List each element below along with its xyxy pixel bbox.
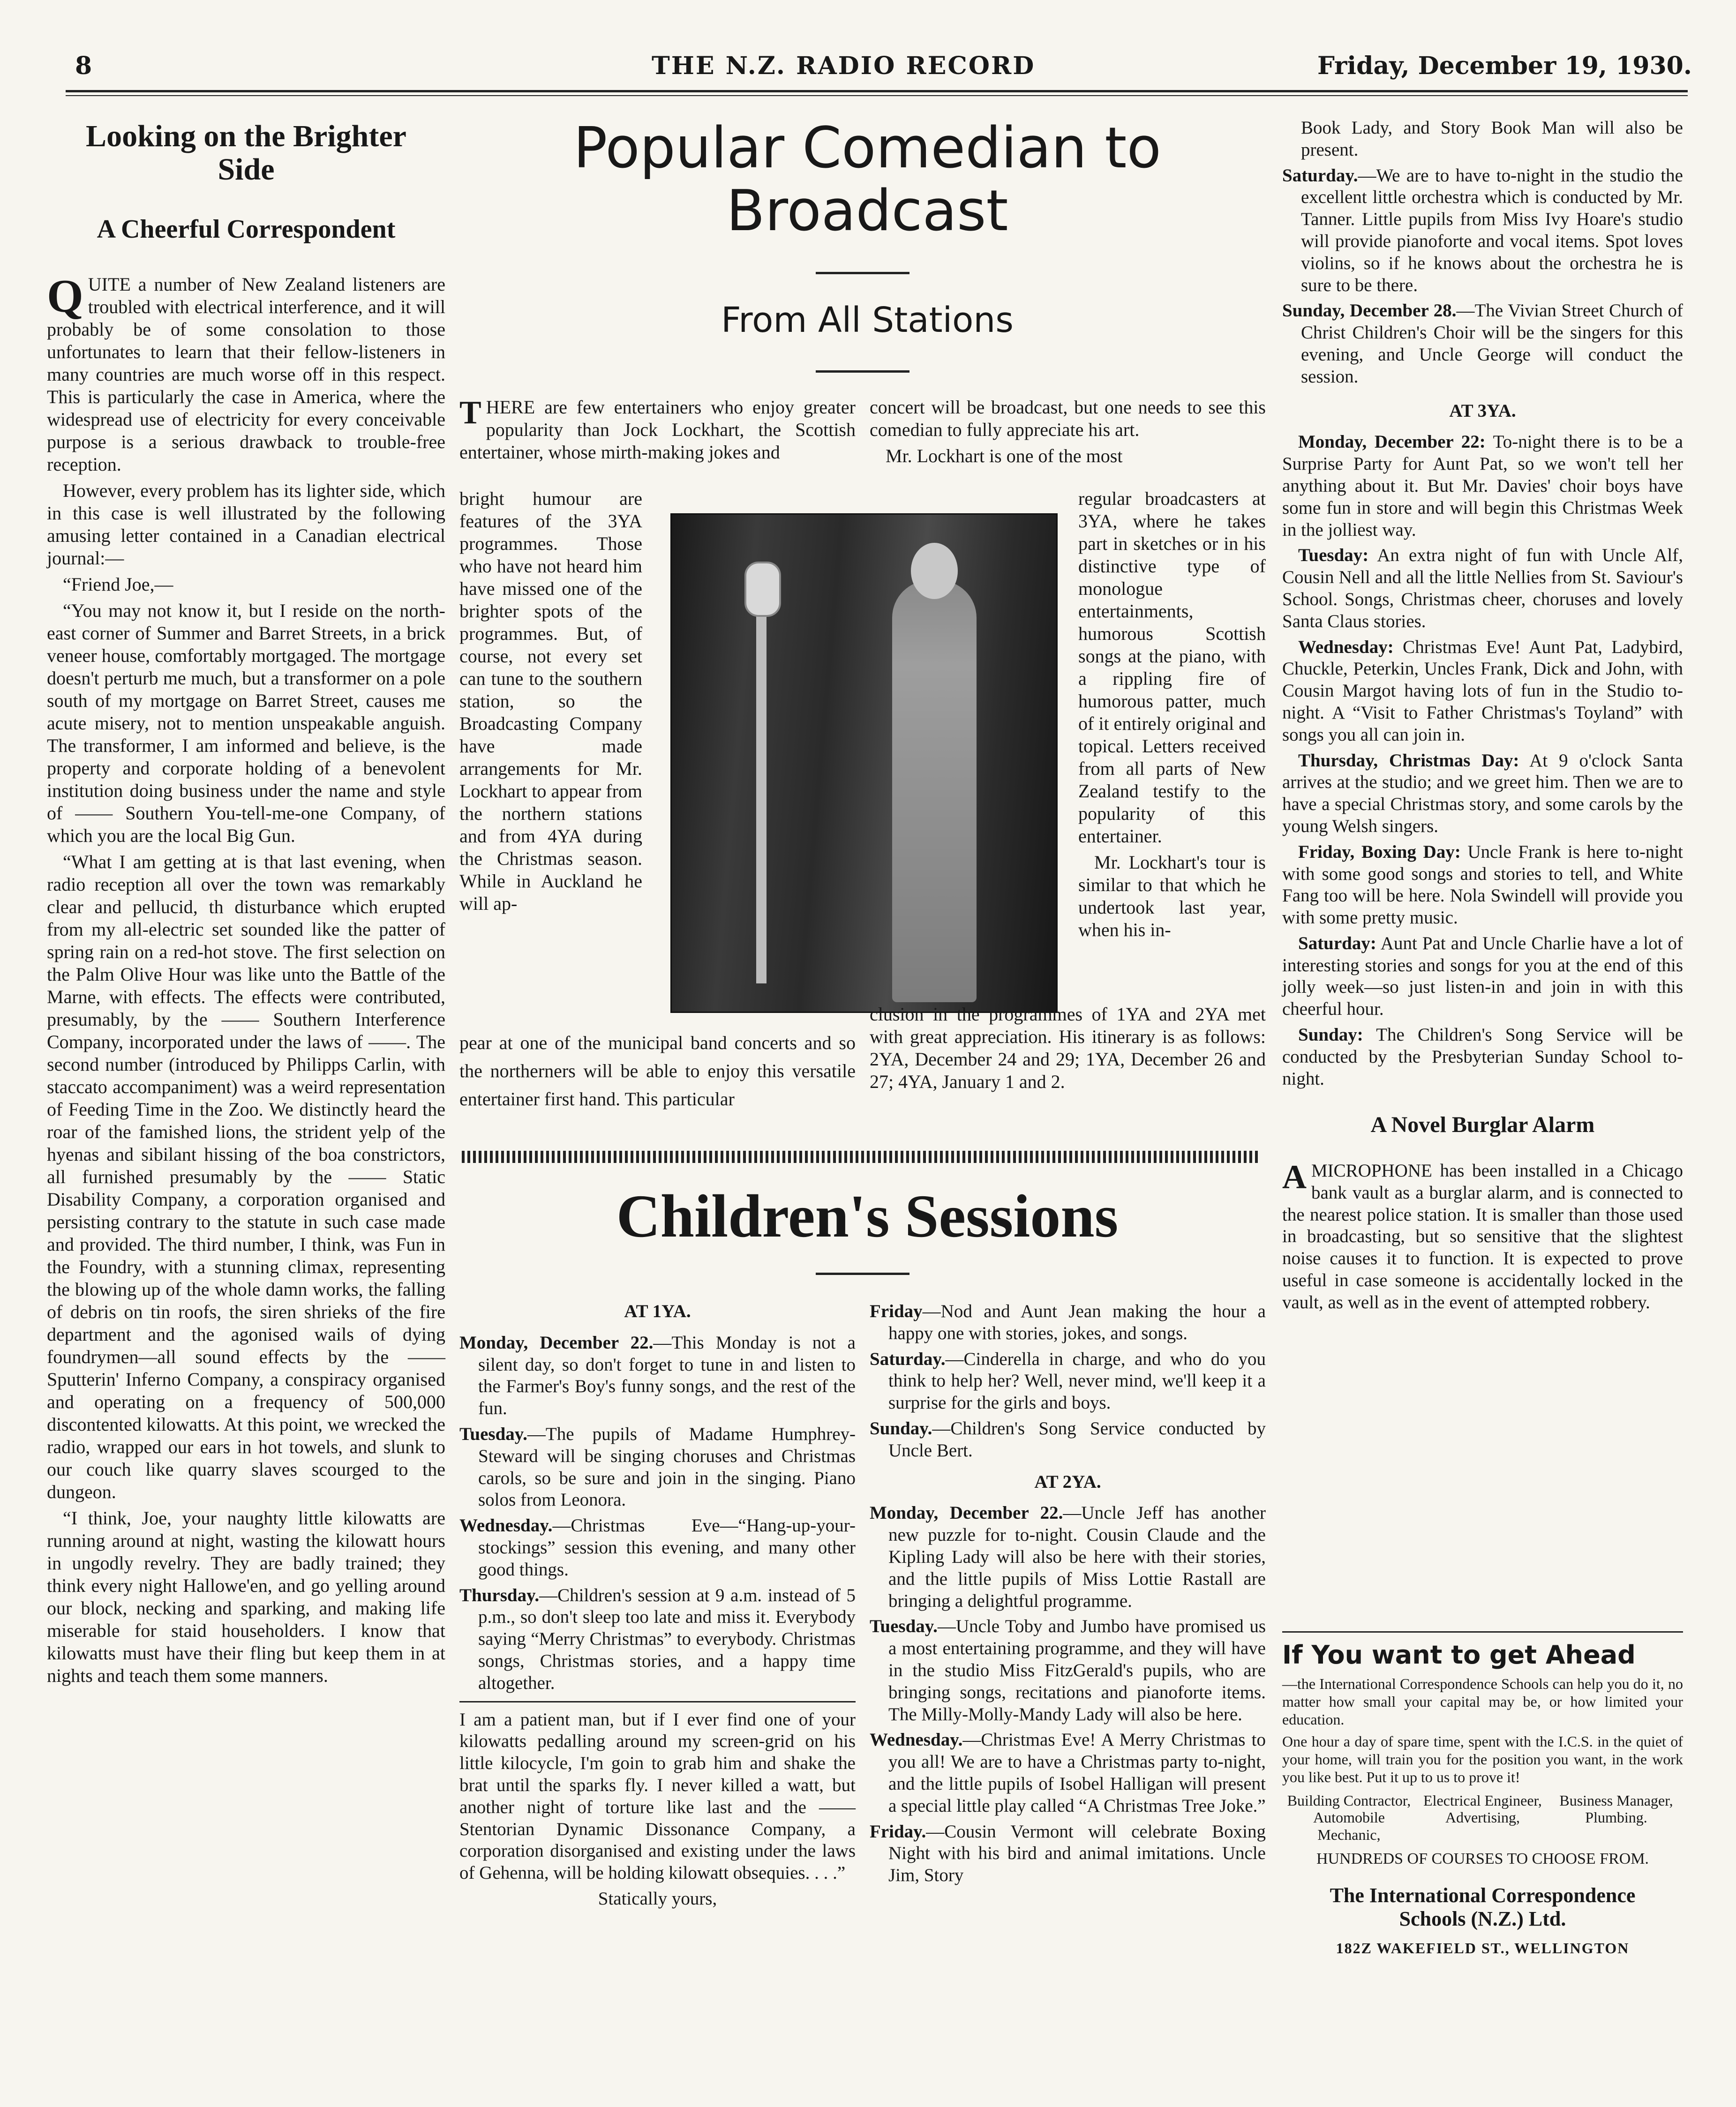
heading-3ya: AT 3YA. [1449, 400, 1516, 421]
entry-2ya-wednesday: Wednesday.—Christmas Eve! A Merry Christmas to you all! We are to have a Christmas party to-night, and the little pupils of Isobel Halligan will present a special little play called “A Christmas Tree Joke.” [870, 1730, 1266, 1816]
children-title-rule [816, 1273, 909, 1275]
entry-1ya-saturday: Saturday.—Cinderella in charge, and who do you think to help her? Well, never mind, we'll keep it a surprise for the girls and boys. [870, 1349, 1266, 1413]
center-col2-p2-lead: Mr. Lockhart is one of the most [886, 445, 1123, 466]
entry-1ya-sunday: Sunday.—Children's Song Service conducted by Uncle Bert. [870, 1418, 1266, 1461]
center-col1-top: THERE are few entertainers who enjoy greater popularity than Jock Lockhart, the Scottish entertainer, whose mirth-making jokes and [459, 395, 856, 463]
course-building: Building Contractor, [1287, 1792, 1411, 1809]
comedian-photo [670, 513, 1058, 1013]
advert-p1: —the International Correspondence Schools can help you do it, no matter how small your capital may be, or how limited your education. [1282, 1675, 1683, 1728]
left-paragraph-2: However, every problem has its lighter side, which in this case is well illustrated by the following amusing letter contained in a Canadian electrical journal:— [47, 480, 445, 569]
entry-2ya-saturday: Saturday.—We are to have to-night in the studio the excellent little orchestra which is conducted by Mr. Tanner. Little pupils from Miss Ivy Hoare's studio will provide pianoforte and vocal items. Spot loves violins, so if he knows about the orchestra he is sure to be there. [1282, 165, 1683, 295]
decorative-separator [462, 1151, 1259, 1163]
left-paragraph-4: “You may not know it, but I reside on the north-east corner of Summer and Barret Streets, in a brick veneer house, comfortably mortgaged. The mortgage doesn't perturb me much, but a transformer on a pole south of my mortgage on Barret Street, causes me acute misery, not to mention unspeakable anguish. The transformer, I am informed and believe, is the property and corporate holding of a benevolent institution doing business under the name and style of —— Southern You-tell-me-one Company, of which you are the local Big Gun. [47, 600, 445, 846]
entry-3ya-sunday: Sunday: The Children's Song Service will be conducted by the Presbyterian Sunday School to-night. [1282, 1025, 1683, 1089]
childrens-sessions-title: Children's Sessions [616, 1183, 1119, 1250]
entry-2ya-monday: Monday, December 22.—Uncle Jeff has another new puzzle for to-night. Cousin Claude and the Kipling Lady will also be here with their stories, and the little pupils of Miss Lottie Rastall are bringing a delightful programme. [870, 1503, 1266, 1611]
burglar-title: A Novel Burglar Alarm [1370, 1112, 1595, 1138]
title-rule-1 [816, 272, 909, 274]
header-rule [66, 90, 1688, 96]
microphone [744, 562, 781, 617]
right-column [1282, 117, 1683, 1318]
advert-address: 182Z WAKEFIELD ST., WELLINGTON [1336, 1940, 1630, 1957]
advert-p2: One hour a day of spare time, spent with the I.C.S. in the quiet of your home, will train you for the position you want, in the work you like best. Put it up to us to prove it! [1282, 1733, 1683, 1785]
center-col2-narrow: regular broadcasters at 3YA, where he takes part in sketches or in his distinctive type of monologue entertainments, humorous Scottish songs at the piano, with a rippling fire of humorous patter, much of it entirely original and topical. Letters received from all parts of New Zealand testify to the popularity of this entertainer. Mr. Lockhart's tour is similar to that which he undertook last year, when his in- [1078, 488, 1266, 940]
left-paragraph-5: “What I am getting at is that last evening, when radio reception all over the town was remarkably clear and pellucid, th disturbance which erupted from my all-electric set sounded like the patter of spring rain on a red-hot stove. The first selection on the Palm Olive Hour was like unto the Battle of the Marne, with effects. The effects were contributed, presumably, by the —— Southern Interference Company, incorporated under the laws of ——. The second number (introduced by Philipps Carlin, with staccato accompaniment) was a weird representation of Feeding Time in the Zoo. We distinctly heard the roar of the famished lions, the strident yelp of the hyenas and sibilant hissing of the boa constrictors, all furnished presumably by the —— Static Disability Company, a corporation organised and persisting contrary to the statute in such case made and provided. The third number, I think, was Fun in the Foundry, with a stunning climax, representing the blowing up of the whole damn works, the falling of debris on tin roofs, the siren shrieks of the fire department and the agonised wails of dying foundrymen—all sound effects by the —— Sputterin' Inferno Company, a conspiracy organised and operating on a frequency of 500,000 discontented kilowatts. At this point, we wrecked the radio, wrapped our ears in hot towels, and slunk to our couch like quarry slaves scourged to the dungeon. [47, 851, 445, 1502]
issue-date: Friday, December 19, 1930. [1317, 52, 1692, 80]
entry-3ya-monday: Monday, December 22: To-night there is to be a Surprise Party for Aunt Pat, so we won't tell her anything about it. But Mr. Davies' choir boys have some fun in store and will begin this Christmas Week in the jolliest way. [1282, 432, 1683, 540]
advert-org: The International Correspondence Schools (N.Z.) Ltd. [1330, 1883, 1636, 1931]
course-business: Automobile Mechanic, [1313, 1809, 1385, 1844]
advert-box [1282, 1631, 1683, 2036]
advert-headline: If You want to get Ahead [1282, 1640, 1636, 1670]
center-col1-bottom: pear at one of the municipal band concerts and so the northerners will be able to enjoy this versatile entertainer first hand. This particular [459, 1032, 856, 1110]
entry-2ya-friday: Friday.—Cousin Vermont will celebrate Boxing Night with his bird and animal imitations. Uncle Jim, Story [870, 1821, 1266, 1886]
entry-3ya-wednesday: Wednesday: Christmas Eve! Aunt Pat, Ladybird, Chuckle, Peterkin, Uncles Frank, Dick and John, with Cousin Margot having lots of fun in the Studio to-night. A “Visit to Father Christmas's Toyland” with songs you all can join in. [1282, 637, 1683, 745]
entry-1ya-thursday: Thursday.—Children's session at 9 a.m. instead of 5 p.m., so don't sleep too late and miss it. Everybody saying “Merry Christmas” to everybody. Christmas songs, Christmas stories, and a happy time altogether. [459, 1585, 856, 1693]
heading-2ya: AT 2YA. [1034, 1471, 1101, 1492]
advert-courses [1282, 1792, 1683, 1844]
burglar-text: AMICROPHONE has been installed in a Chicago bank vault as a burglar alarm, and is connected to the nearest police station. It is smaller than those used in broadcasting, but so sensitive that the slightest noise causes it to function. It is expected to prove useful in case someone is accidentally locked in the vault, as well as in the event of attempted robbery. [1282, 1158, 1683, 1312]
left-paragraph-3: “Friend Joe,— [63, 573, 173, 595]
masthead: THE N.Z. RADIO RECORD [652, 52, 1036, 80]
comedian-head [911, 543, 958, 599]
left-article [47, 120, 445, 1691]
center-article-title: Popular Comedian to Broadcast [573, 116, 1161, 244]
microphone-stand [756, 599, 767, 983]
center-col2-top: concert will be broadcast, but one needs to see this comedian to fully appreciate his art. Mr. Lockhart is one of the most [870, 397, 1266, 466]
entry-1ya-tuesday: Tuesday.—The pupils of Madame Humphrey-Steward will be singing choruses and Christmas carols, so be sure and join in the singing. Piano solos from Leonora. [459, 1424, 856, 1510]
entry-1ya-monday: Monday, December 22.—This Monday is not a silent day, so don't forget to tune in and listen to the Farmer's Boy's funny songs, and the rest of the fun. [459, 1332, 856, 1419]
course-automobile: Advertising, [1445, 1809, 1520, 1826]
entry-1ya-wednesday: Wednesday.—Christmas Eve—“Hang-up-your-stockings” session this evening, and many other good things. [459, 1515, 856, 1580]
signoff: Statically yours, [598, 1888, 717, 1909]
center-article-subtitle: From All Stations [721, 300, 1014, 340]
burglar-dropcap: A [1282, 1158, 1307, 1196]
entry-2ya-tuesday: Tuesday.—Uncle Toby and Jumbo have promised us a most entertaining programme, and they will have in the studio Miss FitzGerald's pupils, who are bringing songs, recitations and pianoforte items. The Milly-Molly-Mandy Lady will also be here. [870, 1616, 1266, 1725]
entry-3ya-tuesday: Tuesday: An extra night of fun with Uncle Alf, Cousin Nell and all the little Nellies from St. Saviour's School. Songs, Christmas cheer, choruses and lovely Santa Claus stories. [1282, 545, 1683, 631]
left-paragraph-6: “I think, Joe, your naughty little kilowatts are running around at night, wasting the kilowatt hours in ungodly revelry. They are badly trained; they think every night Hallowe'en, and go yelling around our block, necking and sparking, and making life miserable for staid householders. I know that kilowatts must have their fling but keep them in at nights and teach them some manners. [47, 1507, 445, 1686]
center-dropcap: T [459, 395, 481, 431]
title-rule-2 [816, 370, 909, 373]
page-number: 8 [75, 52, 92, 80]
heading-1ya: AT 1YA. [624, 1301, 691, 1321]
left-article-subtitle: A Cheerful Correspondent [97, 214, 396, 244]
entry-3ya-thursday: Thursday, Christmas Day: At 9 o'clock Santa arrives at the studio; and we greet him. Then we are to have a special Christmas story, and some carols by the young Welsh singers. [1282, 750, 1683, 836]
entry-2ya-friday-cont: Book Lady, and Story Book Man will also be present. [1301, 118, 1683, 160]
comedian-figure [892, 580, 977, 1002]
children-col1 [459, 1301, 856, 1914]
children-col2 [870, 1301, 1266, 1890]
dropcap: Q [47, 270, 83, 322]
letter-ending: I am a patient man, but if I ever find one of your kilowatts pedalling around my screen-grid on his little kilocycle, I'm goin to grab him and shake the brat until the sparks fly. I never killed a watt, but another night of torture like last and the —— Stentorian Dynamic Dissonance Company, a corporation disorganised and existing under the laws of Gehenna, will be holding kilowatt obsequies. . . .” [459, 1709, 856, 1883]
entry-3ya-friday: Friday, Boxing Day: Uncle Frank is here to-night with some good songs and stories to tell, and White Fang too will be here. Nola Swindell will provide you with some pretty music. [1282, 841, 1683, 928]
course-plumbing: Plumbing. [1585, 1809, 1647, 1826]
center-col2-bottom: clusion in the programmes of 1YA and 2YA met with great appreciation. His itinerary is as follows: 2YA, December 24 and 29; 1YA, December 26 and 27; 4YA, January 1 and 2. [870, 1004, 1266, 1092]
left-article-title: Looking on the Brighter Side [86, 119, 406, 187]
advert-hundreds: HUNDREDS OF COURSES TO CHOOSE FROM. [1316, 1850, 1649, 1867]
center-col1-narrow: bright humour are features of the 3YA programmes. Those who have not heard him have missed one of the brighter spots of the programmes. But, of course, not every set can tune to the southern station, so the Broadcasting Company have made arrangements for Mr. Lockhart to appear from the northern stations and from 4YA during the Christmas season. While in Auckland he will ap- [459, 488, 642, 914]
course-contractor: Electrical Engineer, [1423, 1792, 1542, 1809]
left-paragraph-1: QUITE a number of New Zealand listeners are troubled with electrical interference, and it will probably be of some consolation to those unfortunates to learn that their fellow-listeners in many countries are much worse off in this respect. This is particularly the case in America, where the widespread use of electricity for every conceivable purpose is a serious drawback to trouble-free reception. [47, 270, 445, 475]
course-electrical: Business Manager, [1559, 1792, 1673, 1809]
entry-3ya-saturday: Saturday: Aunt Pat and Uncle Charlie have a lot of interesting stories and songs for you at the end of this jolly week—so just listen-in and join in with this cheerful hour. [1282, 933, 1683, 1020]
entry-1ya-friday: Friday—Nod and Aunt Jean making the hour a happy one with stories, jokes, and songs. [870, 1301, 1266, 1343]
entry-2ya-sunday: Sunday, December 28.—The Vivian Street Church of Christ Children's Choir will be the singers for this evening, and Uncle George will conduct the session. [1282, 300, 1683, 387]
letter-rule [459, 1701, 856, 1702]
